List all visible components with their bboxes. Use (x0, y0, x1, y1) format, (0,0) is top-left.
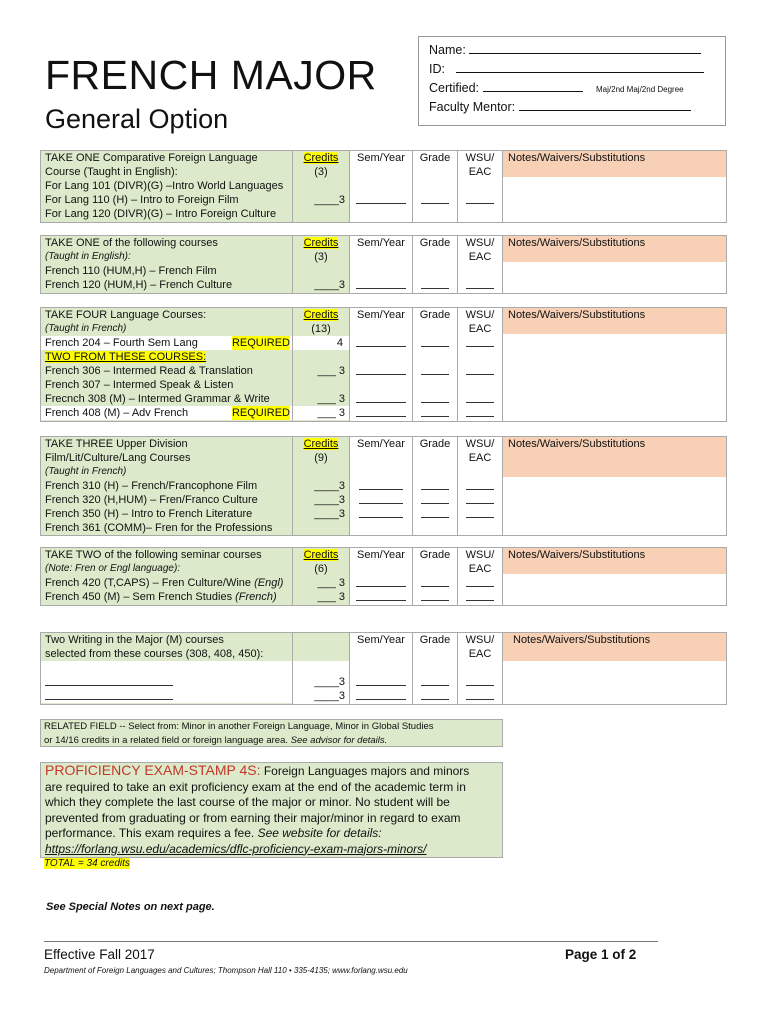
certified-label: Certified: (429, 81, 480, 95)
section-language-courses (40, 307, 727, 422)
credits-cell: Credits (3) ____3 (293, 236, 350, 294)
grade-cell[interactable]: Grade (413, 437, 458, 536)
semyear-cell[interactable]: Sem/Year (350, 548, 413, 606)
special-notes: See Special Notes on next page. (46, 901, 215, 913)
semyear-cell[interactable]: Sem/Year (350, 236, 413, 294)
id-label: ID: (429, 62, 445, 76)
id-field[interactable] (456, 61, 704, 73)
page-subtitle: General Option (45, 104, 229, 134)
name-label: Name: (429, 43, 466, 57)
page-title: FRENCH MAJOR (45, 52, 377, 98)
related-field-note: RELATED FIELD -- Select from: Minor in another Foreign Language, Minor in Global Studies or 14/16 credits in a related field or foreign language area. See advisor for details. (40, 719, 503, 747)
page-number: Page 1 of 2 (565, 947, 637, 962)
certified-row (429, 80, 684, 95)
section-desc: TAKE FOUR Language Courses: (Taught in French) French 204 – Fourth Sem Lang REQUIRED TWO FROM THESE COURSES: French 306 – Intermed Read & Translation French 307 – Intermed Speak & Listen Frecnch 308 (M) – Intermed Grammar & Write French 408 (M) – Adv French REQUIRED (41, 308, 293, 422)
certified-note: Maj/2nd Maj/2nd Degree (596, 85, 684, 94)
notes-cell[interactable]: Notes/Waivers/Substitutions (503, 633, 727, 705)
credits-cell: Credits (9) ____3 ____3 ____3 (293, 437, 350, 536)
mentor-label: Faculty Mentor: (429, 100, 516, 114)
semyear-cell[interactable]: Sem/Year (350, 437, 413, 536)
proficiency-title: PROFICIENCY EXAM-STAMP 4S: (45, 762, 261, 778)
section-comparative-fl (40, 150, 727, 223)
notes-cell[interactable]: Notes/Waivers/Substitutions (503, 437, 727, 536)
footer-divider (44, 941, 658, 942)
wsu-eac-cell[interactable]: WSU/ EAC (458, 308, 503, 422)
section-desc: TAKE ONE Comparative Foreign Language Course (Taught in English): For Lang 101 (DIVR)(G) –Intro World Languages For Lang 110 (H) – Intro to Foreign Film For Lang 120 (DIVR)(G) – Intro Foreign Culture (41, 151, 293, 223)
wsu-eac-cell[interactable]: WSU/ EAC (458, 236, 503, 294)
grade-cell[interactable]: Grade (413, 548, 458, 606)
section-seminar (40, 547, 727, 606)
grade-cell[interactable]: Grade (413, 308, 458, 422)
section-upper-division (40, 436, 727, 536)
name-row (429, 42, 701, 57)
wsu-eac-cell[interactable]: WSU/ EAC (458, 437, 503, 536)
proficiency-link[interactable]: https://forlang.wsu.edu/academics/dflc-proficiency-exam-majors-minors/ (45, 841, 427, 856)
wsu-eac-cell[interactable]: WSU/ EAC (458, 548, 503, 606)
section-take-one (40, 235, 727, 294)
notes-cell[interactable]: Notes/Waivers/Substitutions (503, 236, 727, 294)
credits-cell: Credits (13) 4 ___ 3 ___ 3 ___ 3 (293, 308, 350, 422)
id-row (429, 61, 704, 76)
credits-cell: Credits (6) ___ 3 ___ 3 (293, 548, 350, 606)
student-info-box (418, 36, 726, 126)
notes-cell[interactable]: Notes/Waivers/Substitutions (503, 151, 727, 223)
section-writing-major (40, 632, 727, 705)
wsu-eac-cell[interactable]: WSU/ EAC (458, 151, 503, 223)
wsu-eac-cell[interactable]: WSU/ EAC (458, 633, 503, 705)
semyear-cell[interactable]: Sem/Year (350, 308, 413, 422)
semyear-cell[interactable]: Sem/Year (350, 151, 413, 223)
name-field[interactable] (469, 42, 701, 54)
semyear-cell[interactable]: Sem/Year (350, 633, 413, 705)
proficiency-exam-box: PROFICIENCY EXAM-STAMP 4S: Foreign Languages majors and minors are required to take an exit proficiency exam at the end of the academic term in which they complete the last course of the major or minor. No student will be prevented from graduating or from earning their major/minor in regard to exam performance. This exam requires a fee. See website for details: https://forlang.wsu.edu/academics/dflc-proficiency-exam-majors-minors/ (40, 762, 503, 858)
notes-cell[interactable]: Notes/Waivers/Substitutions (503, 548, 727, 606)
total-credits: TOTAL = 34 credits (44, 858, 130, 869)
section-desc: Two Writing in the Major (M) courses selected from these courses (308, 408, 450): (41, 633, 293, 705)
section-desc: TAKE THREE Upper Division Film/Lit/Culture/Lang Courses (Taught in French) French 310 (H) – French/Francophone Film French 320 (H,HUM) – Fren/Franco Culture French 350 (H) – Intro to French Literature French 361 (COMM)– Fren for the Professions (41, 437, 293, 536)
notes-cell[interactable]: Notes/Waivers/Substitutions (503, 308, 727, 422)
credits-cell: ____3 ____3 (293, 633, 350, 705)
grade-cell[interactable]: Grade (413, 151, 458, 223)
mentor-row (429, 99, 691, 114)
effective-date: Effective Fall 2017 (44, 947, 155, 962)
grade-cell[interactable]: Grade (413, 236, 458, 294)
credits-cell: Credits (3) ____3 (293, 151, 350, 223)
mentor-field[interactable] (519, 99, 691, 111)
department-info: Department of Foreign Languages and Cultures; Thompson Hall 110 • 335-4135; www.forlang.wsu.edu (44, 966, 408, 975)
grade-cell[interactable]: Grade (413, 633, 458, 705)
section-desc: TAKE ONE of the following courses (Taught in English): French 110 (HUM,H) – French Film French 120 (HUM,H) – French Culture (41, 236, 293, 294)
certified-field[interactable] (483, 80, 583, 92)
section-desc: TAKE TWO of the following seminar courses (Note: Fren or Engl language): French 420 (T,CAPS) – Fren Culture/Wine (Engl) French 450 (M) – Sem French Studies (French) (41, 548, 293, 606)
